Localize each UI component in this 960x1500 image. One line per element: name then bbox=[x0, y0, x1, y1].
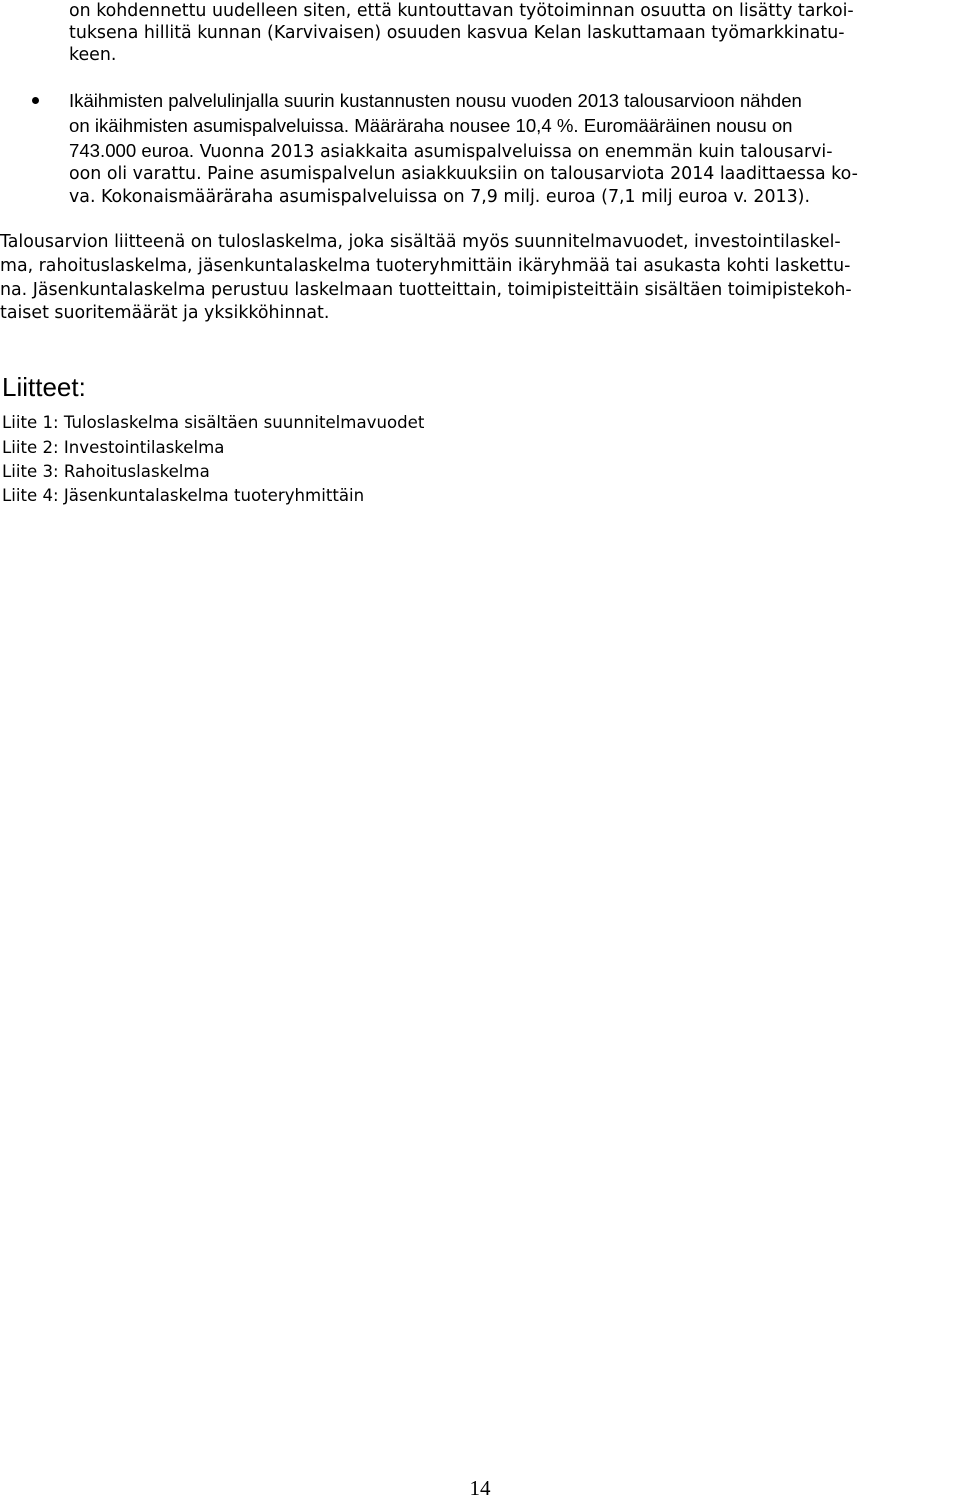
bullet-line-3-end: Vuonna 2013 asiakkaita asumispalveluissa on enemmän kuin talousarvi- bbox=[194, 142, 833, 162]
bullet-line-1-text: Ikäihmisten palvelulinjalla suurin kustannusten nousu vuoden 2013 talousarvioon nähden bbox=[69, 90, 802, 111]
attachments-heading: Liitteet: bbox=[2, 372, 86, 402]
bullet-line-1 bbox=[69, 89, 802, 114]
top-paragraph-line-1: on kohdennettu uudelleen siten, että kuntouttavan työtoiminnan osuutta on lisätty tarkoi- bbox=[69, 1, 854, 21]
attachment-item-4: Liite 4: Jäsenkuntalaskelma tuoteryhmittäin bbox=[2, 486, 365, 505]
main-paragraph-line-4: taiset suoritemäärät ja yksikköhinnat. bbox=[0, 303, 330, 323]
attachment-item-2: Liite 2: Investointilaskelma bbox=[2, 438, 225, 457]
main-paragraph-line-2: ma, rahoituslaskelma, jäsenkuntalaskelma tuoteryhmittäin ikäryhmää tai asukasta kohti laskettu- bbox=[0, 256, 851, 276]
page-number: 14 bbox=[469, 1476, 491, 1500]
bullet-line-2-text: on ikäihmisten asumispalveluissa. Määräraha nousee 10,4 %. Euromääräinen nousu on bbox=[69, 115, 793, 136]
bullet-line-3-start: 743.000 euroa. bbox=[69, 140, 195, 161]
attachment-item-1: Liite 1: Tuloslaskelma sisältäen suunnitelmavuodet bbox=[2, 413, 425, 432]
bullet-line-4: oon oli varattu. Paine asumispalvelun asiakkuuksiin on talousarviota 2014 laadittaessa ko- bbox=[69, 164, 858, 184]
bullet-marker bbox=[32, 97, 39, 104]
top-paragraph-line-3: keen. bbox=[69, 45, 117, 65]
main-paragraph-line-1: Talousarvion liitteenä on tuloslaskelma, joka sisältää myös suunnitelmavuodet, investointilaskel- bbox=[0, 232, 841, 252]
bullet-line-5: va. Kokonaismääräraha asumispalveluissa on 7,9 milj. euroa (7,1 milj euroa v. 2013). bbox=[69, 187, 810, 207]
bullet-line-2 bbox=[69, 114, 793, 139]
main-paragraph-line-3: na. Jäsenkuntalaskelma perustuu laskelmaan tuotteittain, toimipisteittäin sisältäen toimipistekoh- bbox=[0, 280, 852, 300]
bullet-line-3 bbox=[69, 139, 833, 164]
top-paragraph-line-2: tuksena hillitä kunnan (Karvivaisen) osuuden kasvua Kelan laskuttamaan työmarkkinatu- bbox=[69, 23, 845, 43]
attachment-item-3: Liite 3: Rahoituslaskelma bbox=[2, 462, 210, 481]
